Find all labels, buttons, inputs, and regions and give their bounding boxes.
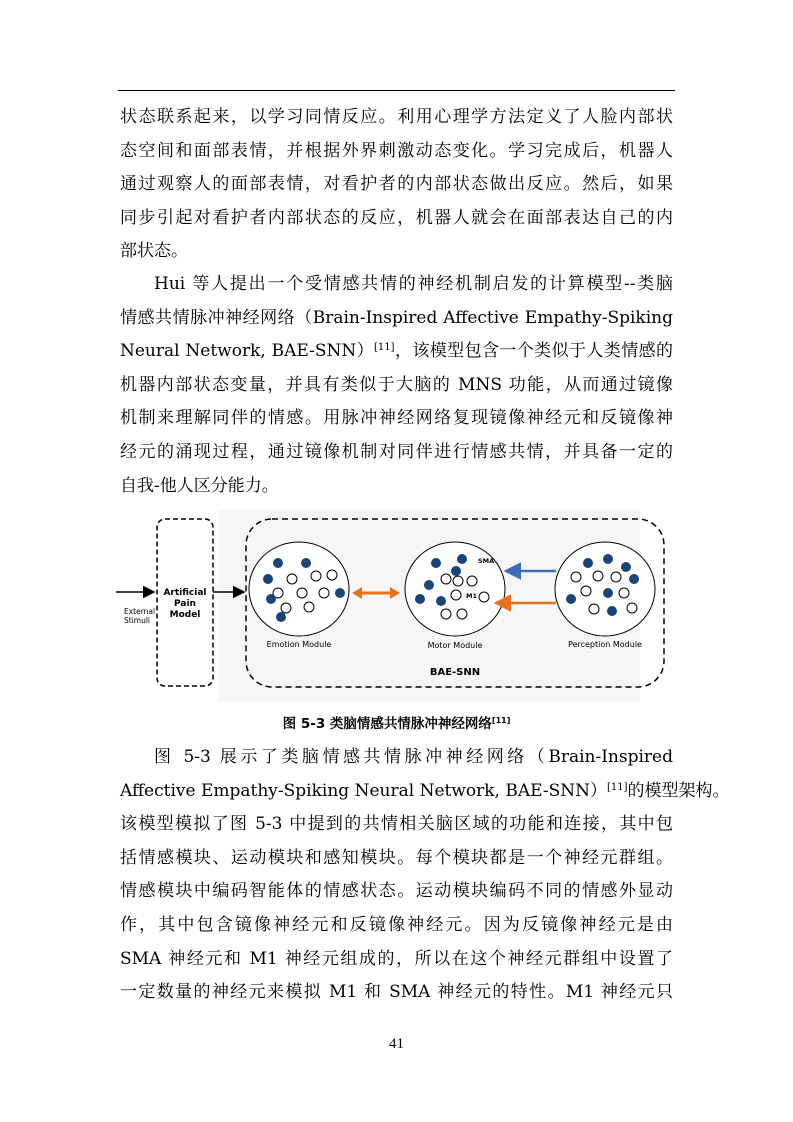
- neuron-empty: [281, 603, 291, 613]
- neuron-filled: [335, 588, 345, 598]
- neuron-filled: [603, 554, 613, 564]
- text-line: 作，其中包含镜像神经元和反镜像神经元。因为反镜像神经元是由: [120, 914, 673, 935]
- neuron-empty: [453, 576, 463, 586]
- neuron-empty: [327, 570, 337, 580]
- paragraph-3: [120, 741, 730, 1010]
- external-stimuli-label: External: [124, 607, 156, 616]
- text-line: 括情感模块、运动模块和感知模块。每个模块都是一个神经元群组。: [120, 847, 673, 868]
- neuron-empty: [287, 574, 297, 584]
- bae-snn-label: BAE-SNN: [429, 667, 481, 678]
- caption-text: 图 5-3 类脑情感共情脉冲神经网络: [282, 716, 492, 732]
- text-line: 情感共情脉冲神经网络（Brain-Inspired Affective Empathy-Spiking: [120, 307, 673, 328]
- text-line-with-citation: [120, 335, 673, 369]
- neuron-empty: [479, 592, 489, 602]
- citation: [11]: [374, 342, 395, 354]
- emotion-module-label: Emotion Module: [266, 640, 332, 649]
- text-line: Hui 等人提出一个受情感共情的神经机制启发的计算模型--类脑: [154, 274, 673, 294]
- text-line: 状态联系起来，以学习同情反应。利用心理学方法定义了人脸内部状: [120, 107, 673, 127]
- text-line: 同步引起对看护者内部状态的反应，机器人就会在面部表达自己的内: [120, 207, 673, 228]
- m1-label: M1: [466, 592, 477, 600]
- neuron-filled: [431, 558, 441, 568]
- apm-label: Artificial: [163, 588, 207, 598]
- figure-caption: [0, 712, 793, 732]
- text-segment: 的模型架构。: [627, 780, 730, 801]
- neuron-filled: [603, 588, 613, 598]
- text-line: 一定数量的神经元来模拟 M1 和 SMA 神经元的特性。M1 神经元只: [120, 982, 673, 1003]
- text-segment: Affective Empathy-Spiking Neural Network, BAE-SNN）: [120, 780, 607, 801]
- text-line: 情感模块中编码智能体的情感状态。运动模块编码不同的情感外显动: [120, 881, 673, 902]
- sma-label: SMA: [478, 557, 495, 565]
- neuron-empty: [627, 603, 637, 613]
- apm-label: Pain: [174, 599, 196, 609]
- neuron-empty: [457, 609, 467, 619]
- text-segment: ，该模型包含一个类似于人类情感的: [394, 341, 673, 362]
- motor-module-label: Motor Module: [427, 641, 483, 650]
- text-line: 该模型模拟了图 5-3 中提到的共情相关脑区域的功能和连接，其中包: [120, 814, 673, 835]
- text-line: 部状态。: [120, 241, 188, 262]
- external-stimuli-label: Stimuli: [124, 616, 151, 625]
- paragraph-1: [120, 101, 673, 269]
- neuron-filled: [566, 594, 576, 604]
- neuron-empty: [467, 576, 477, 586]
- bae-snn-figure: [116, 507, 674, 702]
- page-number: 41: [389, 1036, 404, 1052]
- neuron-filled: [415, 594, 425, 604]
- neuron-filled: [451, 566, 461, 576]
- text-line: 经元的涌现过程，通过镜像机制对同伴进行情感共情，并具备一定的: [120, 441, 673, 462]
- neuron-empty: [571, 572, 581, 582]
- neuron-empty: [451, 590, 461, 600]
- text-line: SMA 神经元和 M1 神经元组成的，所以在这个神经元群组中设置了: [120, 948, 673, 969]
- text-line: 自我-他人区分能力。: [120, 475, 279, 496]
- text-segment: Neural Network, BAE-SNN）: [120, 341, 375, 362]
- neuron-empty: [593, 571, 603, 581]
- neuron-filled: [263, 574, 273, 584]
- neuron-empty: [589, 604, 599, 614]
- neuron-empty: [581, 586, 591, 596]
- perception-module-label: Perception Module: [568, 640, 642, 649]
- text-line: 机器内部状态变量，并具有类似于大脑的 MNS 功能，从而通过镜像: [120, 374, 673, 395]
- text-line: 态空间和面部表情，并根据外界刺激动态变化。学习完成后，机器人: [120, 140, 673, 161]
- neuron-empty: [441, 609, 451, 619]
- neuron-filled: [436, 596, 446, 606]
- neuron-filled: [273, 558, 283, 568]
- neuron-empty: [319, 588, 329, 598]
- citation: [11]: [491, 716, 511, 725]
- neuron-filled: [607, 606, 617, 616]
- neuron-filled: [457, 554, 467, 564]
- neuron-filled: [583, 558, 593, 568]
- apm-label: Model: [169, 610, 201, 620]
- neuron-empty: [619, 588, 629, 598]
- neuron-filled: [424, 580, 434, 590]
- neuron-filled: [276, 612, 286, 622]
- neuron-empty: [297, 588, 307, 598]
- header-rule: [118, 90, 675, 91]
- neuron-empty: [611, 572, 621, 582]
- neuron-filled: [301, 558, 311, 568]
- neuron-empty: [304, 602, 314, 612]
- text-line-with-citation: [120, 775, 730, 809]
- neuron-empty: [441, 574, 451, 584]
- neuron-filled: [629, 574, 639, 584]
- text-line: 机制来理解同伴的情感。用脉冲神经网络复现镜像神经元和反镜像神: [120, 408, 673, 429]
- neuron-filled: [621, 562, 631, 572]
- paragraph-2: [120, 268, 673, 503]
- text-line: 图 5-3 展示了类脑情感共情脉冲神经网络（Brain-Inspired: [154, 747, 673, 767]
- citation: [11]: [607, 781, 628, 793]
- text-line: 通过观察人的面部表情，对看护者的内部状态做出反应。然后，如果: [120, 174, 673, 195]
- neuron-empty: [311, 571, 321, 581]
- neuron-filled: [266, 594, 276, 604]
